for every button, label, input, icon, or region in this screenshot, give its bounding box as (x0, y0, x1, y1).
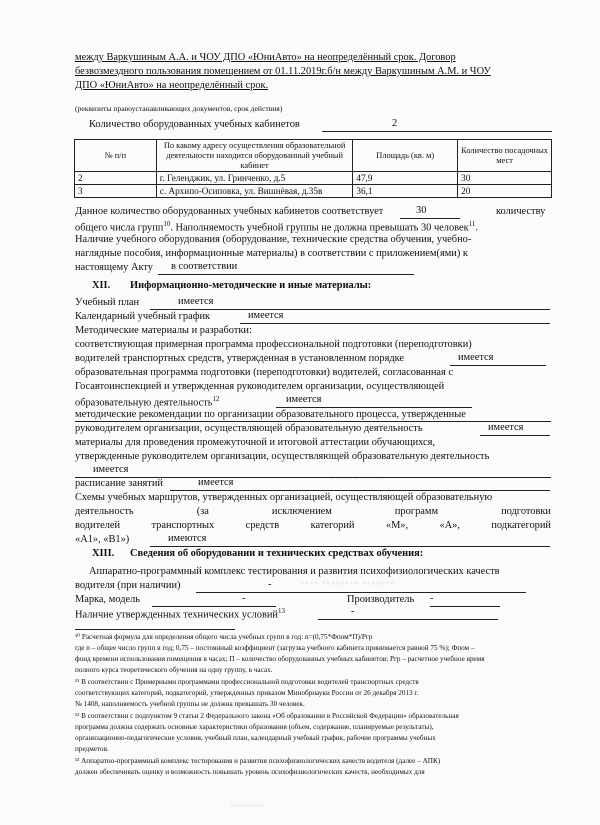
footnote-separator (75, 629, 235, 630)
footnote-10-line-1: ¹⁰ Расчетная формула для определения общего числа учебных групп в год: n=(0,75*Фпом*П)/Ргр (75, 633, 373, 641)
table-cell-seats: 30 (458, 172, 552, 185)
attestation-line-2: утвержденные руководителем организации, осуществляющей образовательную деятельность (75, 451, 490, 462)
edu-program-value: имеется (286, 394, 322, 405)
intro-line-1: между Варкушиным А.А. и ЧОУ ДПО «ЮниАвто» на неопределённый срок. Договор (75, 52, 456, 63)
footnote-13-line-1: ¹³ Аппаратно-программный комплекс тестирования и развития психофизиологических качеств водителя (далее – АПК) (75, 757, 441, 765)
maker-value: - (430, 593, 434, 604)
recommendations-value: имеется (488, 422, 524, 433)
table-row (75, 185, 552, 198)
intro-line-3: ДПО «ЮниАвто» на неопределённый срок. (75, 80, 269, 91)
calendar-label: Календарный учебный график (75, 311, 211, 322)
calendar-value: имеется (248, 310, 284, 321)
cabinets-underline (322, 131, 552, 132)
footnote-ref-11: 11 (468, 220, 476, 228)
correspondence-text-1b: количеству (496, 206, 546, 217)
conditions-label: Наличие утвержденных технических условий (75, 609, 278, 621)
edu-program-underline (276, 407, 472, 408)
table-header-row (75, 140, 552, 172)
routes-value: имеются (168, 533, 207, 544)
calendar-underline (240, 323, 550, 324)
program-line-1: соответствующая примерная программа профессиональной подготовки (переподготовки) (75, 339, 472, 350)
bleed-through-text: ▪▪▪▪▪▪▪▪▪ (230, 800, 266, 812)
table-header-area: Площадь (кв. м) (353, 140, 458, 172)
schedule-label: расписание занятий (75, 478, 163, 489)
maker-label: Производитель (347, 594, 415, 605)
table-cell-area: 36,1 (353, 185, 458, 198)
schedule-value: имеется (198, 477, 234, 488)
bleed-through-text: ▪▪▪▪▪▪ ▪▪▪▪▪ (330, 470, 384, 485)
routes-line-3: водителей транспортных средств категорий «М», «А», подкатегорий (75, 520, 551, 531)
correspondence-underline (400, 218, 460, 219)
correspondence-underline-2 (158, 274, 414, 275)
schedule-underline (170, 490, 550, 491)
correspondence-value-2: в соответствии (171, 261, 238, 272)
equipment-table (74, 139, 552, 198)
program-value: имеется (458, 352, 494, 363)
correspondence-line-3: Наличие учебного оборудования (оборудование, технические средства обучения, учебно- (75, 234, 472, 245)
table-row (75, 172, 552, 185)
correspondence-text-2b: . Наполняемость учебной группы не должна превышать 30 человек (170, 222, 469, 234)
conditions-line (75, 607, 285, 620)
table-header-number: № п/п (75, 140, 157, 172)
table-cell-area: 47,9 (353, 172, 458, 185)
plan-value: имеется (178, 296, 214, 307)
routes-underline (150, 546, 550, 547)
footnote-ref-12: 12 (212, 395, 220, 403)
recommendations-line-1: методические рекомендации по организации образовательного процесса, утвержденные (75, 409, 466, 420)
bleed-through-text: ▪▪▪▪ ▪▪▪▪▪▪▪▪ ▪▪▪▪▪▪▪ (300, 575, 395, 590)
model-value: - (242, 593, 246, 604)
maker-underline (430, 606, 500, 607)
table-cell-address: г. Геленджик, ул. Гринченко, д.5 (156, 172, 353, 185)
edu-program-text: образовательную деятельность (75, 397, 213, 409)
footnote-10-line-4: полного курса теоретического обучения на одну группу, в часах. (75, 666, 273, 674)
intro-caption: (реквизиты правоустанавливающих документов, срок действия) (75, 104, 283, 113)
plan-label: Учебный план (75, 297, 140, 308)
routes-line-4: «А1», «В1») (75, 534, 130, 545)
cabinets-label: Количество оборудованных учебных кабинетов (89, 119, 300, 130)
correspondence-text-5a: настоящему Акту (75, 262, 153, 273)
footnote-12-line-3: организационно-педагогические условия, учебный план, календарный учебный график, рабочие программы учебных (75, 734, 436, 742)
empty-fill-line (75, 421, 551, 422)
edu-program-line-2: Госавтоинспекцией и утвержденная руководителем организации, осуществляющей (75, 381, 445, 392)
apk-line-1: Аппаратно-программный комплекс тестирования и развития психофизиологических качеств (89, 566, 500, 577)
footnote-ref-10: 10 (163, 220, 171, 228)
program-underline (450, 365, 546, 366)
apk-line-2: водителя (при наличии) (75, 580, 181, 591)
routes-line-2: деятельность (за исключением программ подготовки (75, 506, 551, 517)
footnote-11-line-1: ¹¹ В соответствии с Примерными программами профессиональной подготовки водителей транспортных средств (75, 678, 419, 686)
correspondence-text-2a: общего числа групп (75, 222, 164, 234)
footnote-12-line-1: ¹² В соответствии с подпунктом 9 статьи 2 Федерального закона «Об образовании в Российской Федерации» образовательная (75, 712, 459, 720)
table-cell-number: 3 (75, 185, 157, 198)
apk-underline (196, 592, 526, 593)
plan-underline (150, 309, 550, 310)
table-cell-seats: 20 (458, 185, 552, 198)
correspondence-line-2: общего числа групп$^{10}$. Наполняемость учебной группы не должна превышать 30 человек$^{11}$. (75, 220, 479, 234)
footnote-11-line-3: № 1408, наполняемость учебной группы не должна превышать 30 человек. (75, 700, 305, 708)
attestation-line-1: материалы для проведения промежуточной и итоговой аттестации обучающихся, (75, 437, 436, 448)
footnote-12-line-4: предметов. (75, 745, 109, 753)
table-cell-address: с. Архипо-Осиповка, ул. Вишнёвая, д.35в (156, 185, 353, 198)
conditions-value: - (351, 606, 355, 617)
footnote-10-line-2: где n – общее число групп в год; 0,75 – постоянный коэффициент (загрузка учебного кабинета принимается равной 75 %); Фпом – (75, 644, 475, 652)
edu-program-line-1: образовательная программа подготовки (переподготовки) водителей, согласованная с (75, 367, 454, 378)
correspondence-line-4: наглядные пособия, информационные материалы) в соответствии с приложением(ями) к (75, 248, 468, 259)
section-13-title: Сведения об оборудовании и технических средствах обучения: (130, 548, 424, 559)
table-header-address: По какому адресу осуществления образовательной деятельности находится оборудованный учебный кабинет (156, 140, 353, 172)
recommendations-underline (480, 435, 550, 436)
footnote-ref-13: 13 (277, 607, 285, 615)
footnote-12-line-2: программа должна содержать основные характеристики образования (объем, содержание, планируемые результаты), (75, 723, 434, 731)
footnote-13-line-2: должен обеспечивать оценку и возможность повышать уровень психофизиологических качеств, необходимых для (75, 768, 425, 776)
section-12-number: XII. (92, 280, 111, 291)
apk-value: - (268, 579, 272, 590)
correspondence-value: 30 (416, 205, 427, 216)
footnote-11-line-2: соответствующих категорий, подкатегорий, утвержденных приказом Минобрнауки России от 26 декабря 2013 г. (75, 689, 419, 697)
table-header-seats: Количество посадочных мест (458, 140, 552, 172)
attestation-value: имеется (93, 464, 129, 475)
program-line-2: водителей транспортных средств, утвержденная в установленном порядке (75, 353, 405, 364)
cabinets-value: 2 (392, 118, 398, 129)
model-label: Марка, модель (75, 594, 141, 605)
table-cell-number: 2 (75, 172, 157, 185)
conditions-underline (318, 619, 498, 620)
recommendations-line-2: руководителем организации, осуществляющей образовательную деятельность (75, 423, 423, 434)
intro-line-2: безвозмездного пользования помещением от 01.11.2019г.б/н между Варкушиным А.М. и ЧОУ (75, 66, 491, 77)
section-12-title: Информационно-методические и иные материалы: (130, 280, 372, 291)
footnote-10-line-3: фонд времени использования помещения в часах; П – количество оборудованных учебных кабинетов; Ргр – расчетное учебное время (75, 655, 485, 663)
section-13-number: XIII. (92, 548, 115, 559)
routes-line-1: Схемы учебных маршрутов, утвержденных организацией, осуществляющей образовательную (75, 492, 493, 503)
edu-program-line-3 (75, 395, 220, 408)
correspondence-text-1a: Данное количество оборудованных учебных кабинетов соответствует (75, 206, 384, 217)
methods-heading: Методические материалы и разработки: (75, 325, 252, 336)
